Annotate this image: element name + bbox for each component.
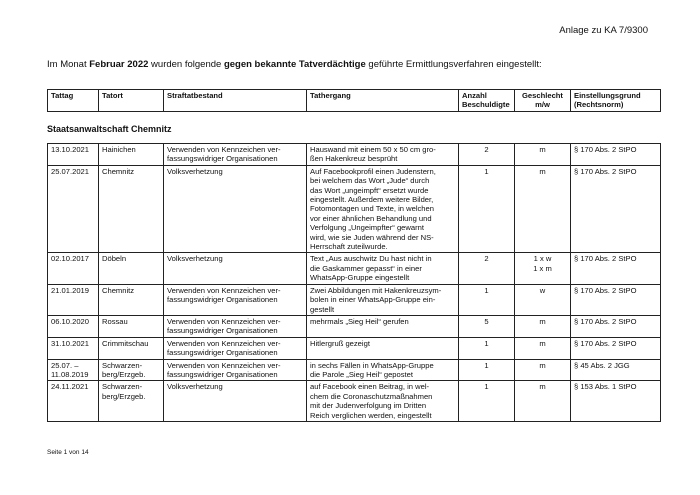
- cell-offense: Verwenden von Kennzeichen ver- fassungswidriger Organisationen: [164, 315, 307, 337]
- table-row: [48, 253, 661, 284]
- cell-offense: Verwenden von Kennzeichen ver- fassungswidriger Organisationen: [164, 144, 307, 166]
- cell-reason: § 170 Abs. 2 StPO: [571, 337, 661, 359]
- cell-offense: Volksverhetzung: [164, 253, 307, 284]
- cell-date: 24.11.2021: [48, 381, 99, 422]
- page-number: Seite 1 von 14: [47, 449, 89, 456]
- cell-date: 02.10.2017: [48, 253, 99, 284]
- cell-reason: § 170 Abs. 2 StPO: [571, 315, 661, 337]
- cell-date: 21.01.2019: [48, 284, 99, 315]
- cell-count: 1: [459, 165, 515, 253]
- cases-table: [47, 143, 661, 422]
- cell-reason: § 153 Abs. 1 StPO: [571, 381, 661, 422]
- table-row: [48, 359, 661, 381]
- column-header-geschlecht: Geschlecht m/w: [515, 90, 571, 112]
- column-header-row: [48, 90, 661, 112]
- cell-date: 25.07. – 11.08.2019: [48, 359, 99, 381]
- cell-description: Zwei Abbildungen mit Hakenkreuzsym- bolen in einer WhatsApp-Gruppe ein- gestellt: [307, 284, 459, 315]
- table-row: [48, 315, 661, 337]
- cell-description: Hitlergruß gezeigt: [307, 337, 459, 359]
- cell-count: 1: [459, 381, 515, 422]
- column-header-einstellungsgrund: Einstellungsgrund (Rechtsnorm): [571, 90, 661, 112]
- cell-place: Döbeln: [99, 253, 164, 284]
- column-header-table: [47, 89, 661, 112]
- column-header-tatort: Tatort: [99, 90, 164, 112]
- cell-count: 1: [459, 359, 515, 381]
- cell-gender: m: [515, 144, 571, 166]
- column-header-tattag: Tattag: [48, 90, 99, 112]
- cell-description: auf Facebook einen Beitrag, in wel- chem die Coronaschutzmaßnahmen mit der Judenverfolgung im Dritten Reich verglichen werden, eingestellt: [307, 381, 459, 422]
- cell-gender: m: [515, 381, 571, 422]
- cell-place: Chemnitz: [99, 165, 164, 253]
- cell-gender: 1 x w 1 x m: [515, 253, 571, 284]
- cell-place: Schwarzen- berg/Erzgeb.: [99, 359, 164, 381]
- section-title: Staatsanwaltschaft Chemnitz: [47, 124, 172, 134]
- cell-date: 13.10.2021: [48, 144, 99, 166]
- cell-reason: § 170 Abs. 2 StPO: [571, 144, 661, 166]
- intro-month: Februar 2022: [89, 59, 149, 70]
- cell-gender: m: [515, 165, 571, 253]
- intro-sentence: [47, 59, 660, 70]
- cell-date: 06.10.2020: [48, 315, 99, 337]
- cell-place: Crimmitschau: [99, 337, 164, 359]
- cell-description: Auf Facebookprofil einen Judenstern, bei welchem das Wort „Jude“ durch das Wort „ungeimpft“ ersetzt wurde eingestellt. Außerdem weitere Bilder, Fotomontagen und Texte, in welchen vor einer ähnlichen Behandlung und Verfolgung „Ungeimpfter“ gewarnt wird, wie sie Juden während der NS- Herrschaft zuteilwurde.: [307, 165, 459, 253]
- cell-place: Hainichen: [99, 144, 164, 166]
- cell-reason: § 170 Abs. 2 StPO: [571, 165, 661, 253]
- cell-reason: § 170 Abs. 2 StPO: [571, 284, 661, 315]
- cell-offense: Verwenden von Kennzeichen ver- fassungswidriger Organisationen: [164, 284, 307, 315]
- cell-date: 31.10.2021: [48, 337, 99, 359]
- cell-reason: § 170 Abs. 2 StPO: [571, 253, 661, 284]
- cell-offense: Verwenden von Kennzeichen ver- fassungswidriger Organisationen: [164, 359, 307, 381]
- cell-gender: m: [515, 337, 571, 359]
- cell-date: 25.07.2021: [48, 165, 99, 253]
- table-row: [48, 144, 661, 166]
- cell-place: Schwarzen- berg/Erzgeb.: [99, 381, 164, 422]
- cell-reason: § 45 Abs. 2 JGG: [571, 359, 661, 381]
- cell-gender: w: [515, 284, 571, 315]
- column-header-tathergang: Tathergang: [307, 90, 459, 112]
- intro-suffix: geführte Ermittlungsverfahren eingestellt:: [365, 59, 542, 70]
- cell-gender: m: [515, 359, 571, 381]
- cell-count: 5: [459, 315, 515, 337]
- cell-count: 1: [459, 337, 515, 359]
- column-header-straftatbestand: Straftatbestand: [164, 90, 307, 112]
- table-row: [48, 284, 661, 315]
- cell-count: 2: [459, 253, 515, 284]
- column-header-anzahl: Anzahl Beschuldigte: [459, 90, 515, 112]
- intro-emphasis: gegen bekannte Tatverdächtige: [223, 59, 366, 70]
- cell-gender: m: [515, 315, 571, 337]
- cell-count: 2: [459, 144, 515, 166]
- cell-place: Chemnitz: [99, 284, 164, 315]
- cell-description: Hauswand mit einem 50 x 50 cm gro- ßen Hakenkreuz besprüht: [307, 144, 459, 166]
- cell-description: Text „Aus auschwitz Du hast nicht in die Gaskammer gepasst“ in einer WhatsApp-Gruppe eingestellt: [307, 253, 459, 284]
- cell-offense: Verwenden von Kennzeichen ver- fassungswidriger Organisationen: [164, 337, 307, 359]
- table-row: [48, 165, 661, 253]
- cell-count: 1: [459, 284, 515, 315]
- intro-prefix: Im Monat: [47, 59, 90, 70]
- table-row: [48, 381, 661, 422]
- cell-offense: Volksverhetzung: [164, 165, 307, 253]
- cell-description: mehrmals „Sieg Heil“ gerufen: [307, 315, 459, 337]
- document-reference: Anlage zu KA 7/9300: [559, 25, 648, 36]
- table-row: [48, 337, 661, 359]
- cell-description: in sechs Fällen in WhatsApp-Gruppe die Parole „Sieg Heil“ gepostet: [307, 359, 459, 381]
- intro-middle: wurden folgende: [148, 59, 224, 70]
- cell-offense: Volksverhetzung: [164, 381, 307, 422]
- cell-place: Rossau: [99, 315, 164, 337]
